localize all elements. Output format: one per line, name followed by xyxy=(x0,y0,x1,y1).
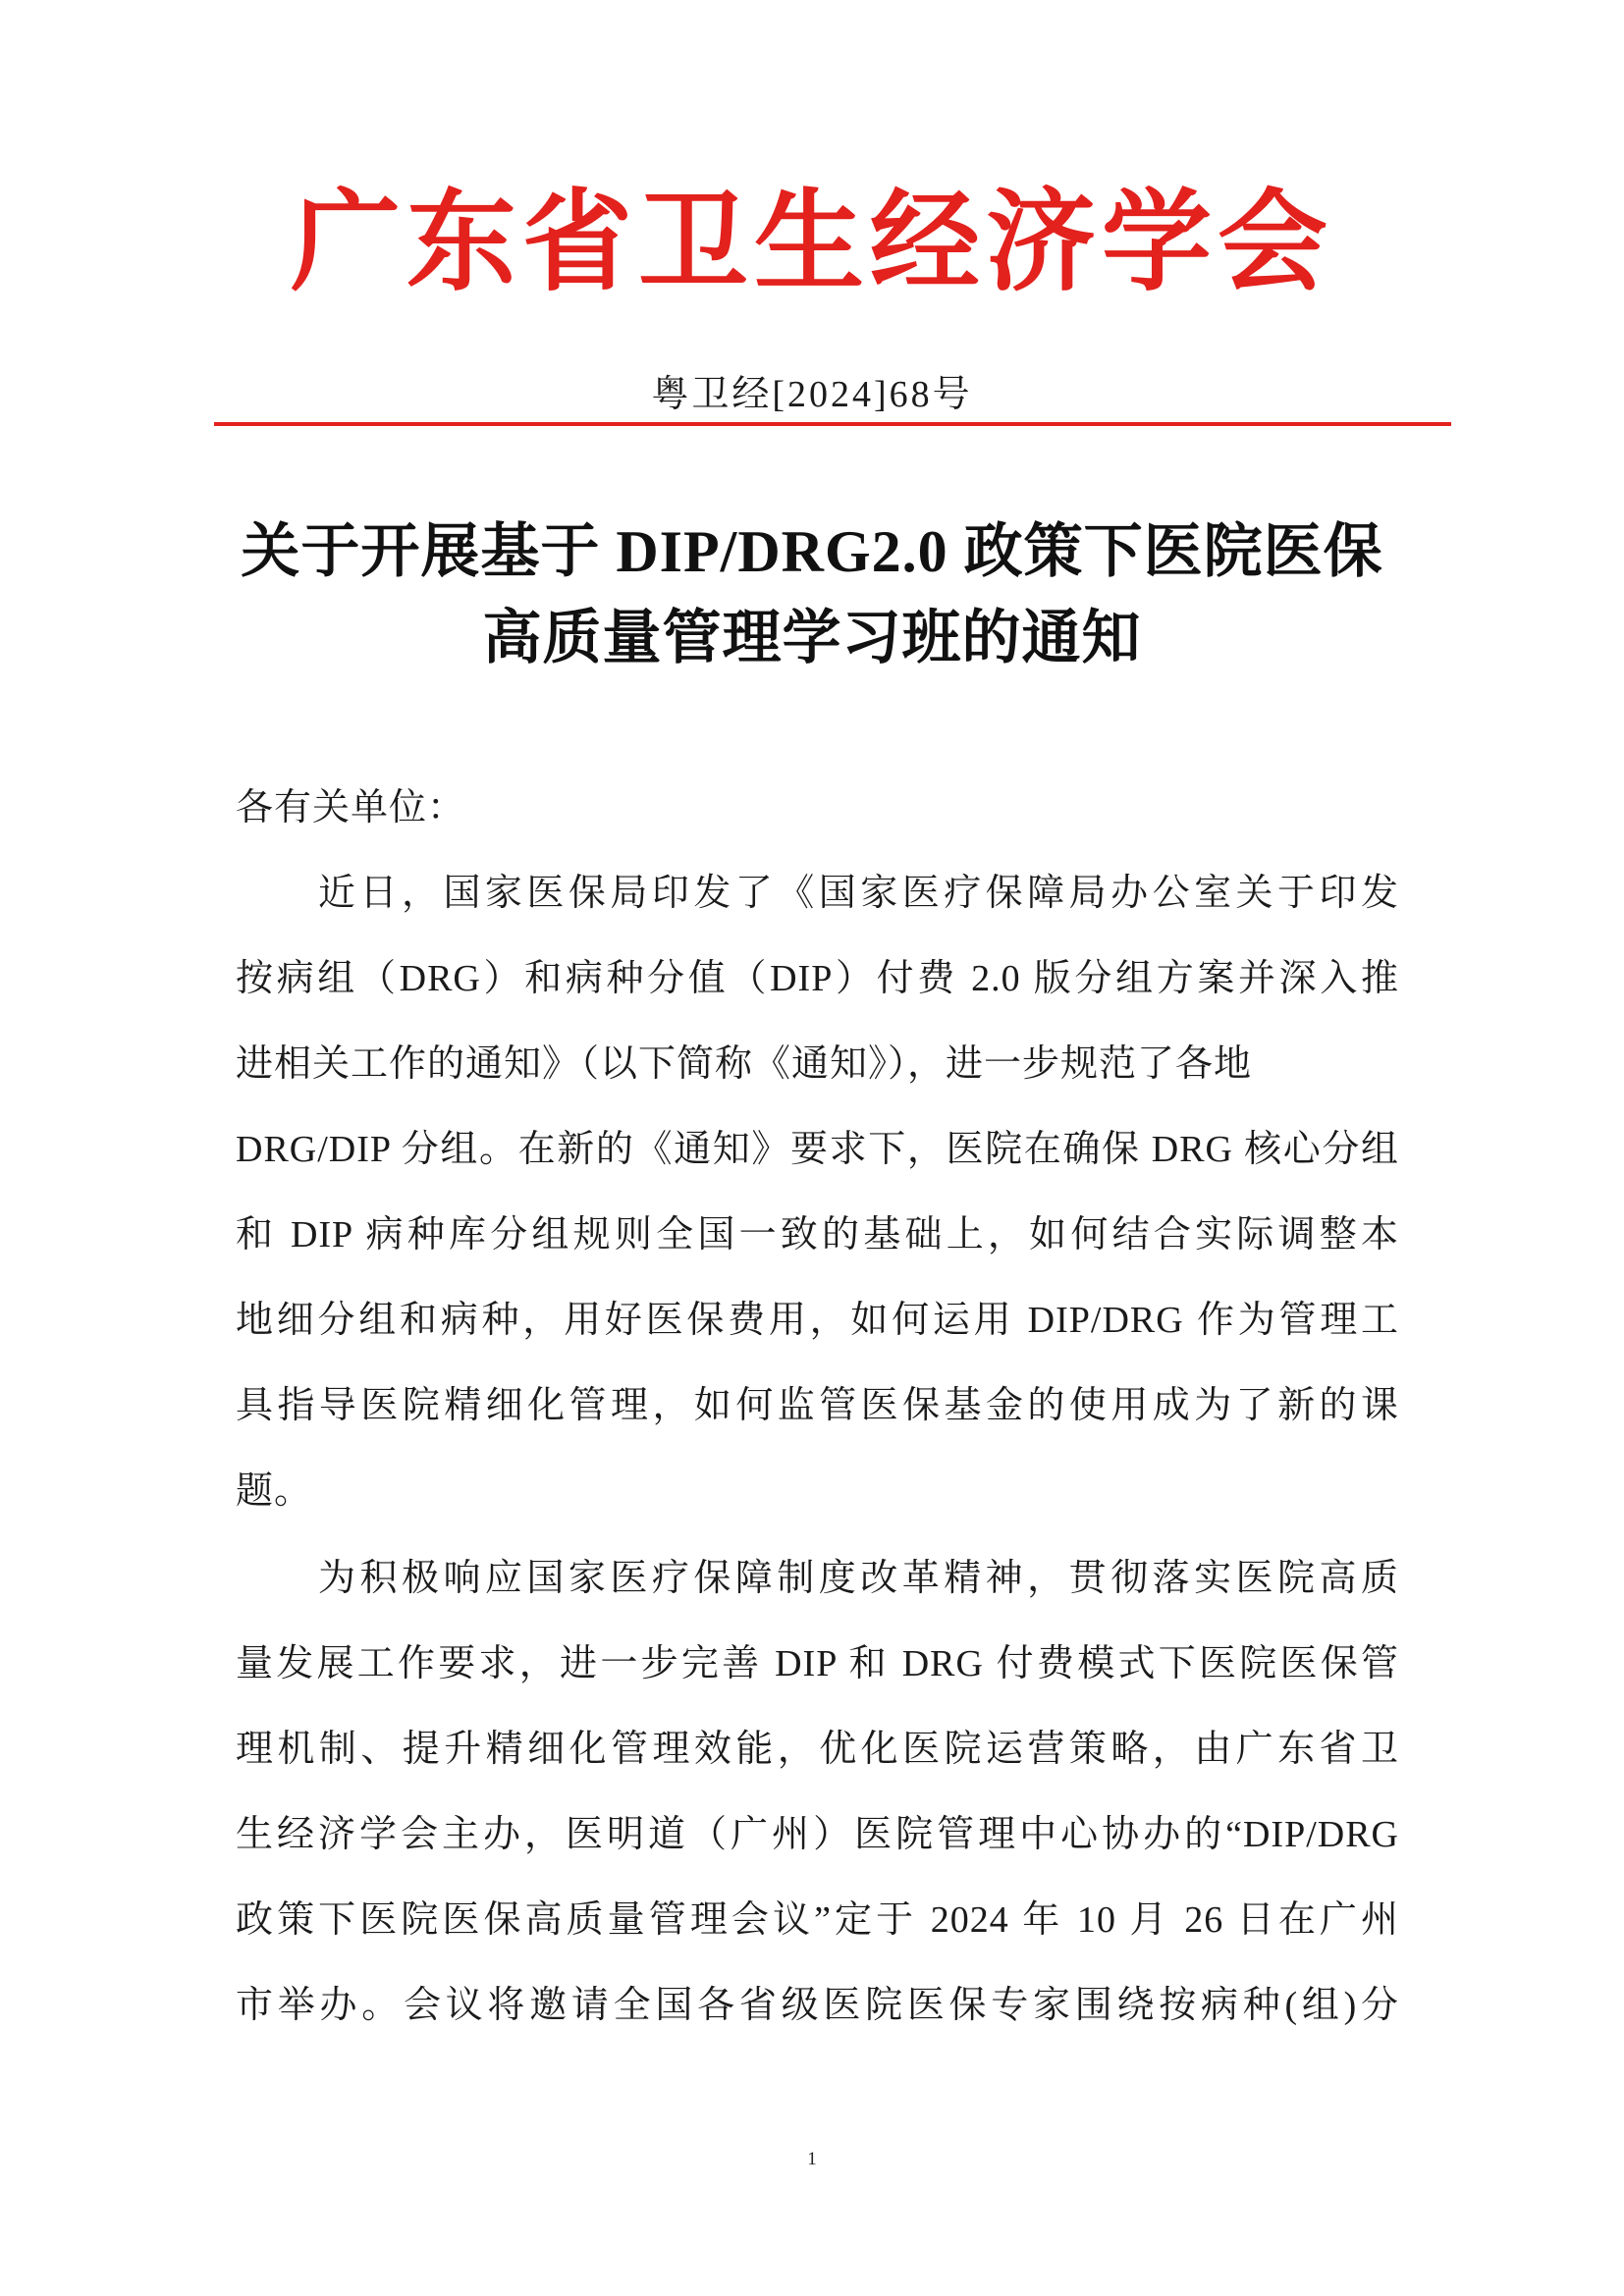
paragraph-line: 市举办。会议将邀请全国各省级医院医保专家围绕按病种(组)分 xyxy=(236,1985,1399,2026)
paragraph-line: 为积极响应国家医疗保障制度改革精神，贯彻落实医院高质 xyxy=(318,1558,1399,1599)
paragraph-line: 量发展工作要求，进一步完善 DIP 和 DRG 付费模式下医院医保管 xyxy=(236,1643,1399,1684)
paragraph-line: 进相关工作的通知》（以下简称《通知》），进一步规范了各地 xyxy=(236,1043,1253,1085)
paragraph-line: DRG/DIP 分组。在新的《通知》要求下，医院在确保 DRG 核心分组 xyxy=(236,1129,1399,1170)
page-number: 1 xyxy=(807,2149,817,2169)
title-line: 高质量管理学习班的通知 xyxy=(482,606,1142,670)
paragraph-line: 生经济学会主办，医明道（广州）医院管理中心协办的“DIP/DRG xyxy=(236,1814,1399,1855)
salutation: 各有关单位： xyxy=(236,787,466,828)
title-line: 关于开展基于 DIP/DRG2.0 政策下医院医保 xyxy=(241,519,1383,584)
org-masthead: 广东省卫生经济学会 xyxy=(291,178,1333,306)
document-number: 粤卫经[2024]68号 xyxy=(651,374,973,415)
paragraph-line: 理机制、提升精细化管理效能，优化医院运营策略，由广东省卫 xyxy=(236,1729,1399,1770)
paragraph-line: 具指导医院精细化管理，如何监管医保基金的使用成为了新的课 xyxy=(236,1385,1399,1426)
paragraph-line: 题。 xyxy=(236,1470,313,1512)
paragraph-line: 按病组（DRG）和病种分值（DIP）付费 2.0 版分组方案并深入推 xyxy=(236,958,1399,999)
masthead-divider xyxy=(214,422,1451,426)
paragraph-line: 和 DIP 病种库分组规则全国一致的基础上，如何结合实际调整本 xyxy=(236,1214,1399,1255)
body-paragraph xyxy=(236,1536,1399,2049)
body-paragraph xyxy=(236,851,1399,1534)
paragraph-line: 政策下医院医保高质量管理会议”定于 2024 年 10 月 26 日在广州 xyxy=(236,1899,1399,1941)
paragraph-line: 地细分组和病种，用好医保费用，如何运用 DIP/DRG 作为管理工 xyxy=(236,1300,1399,1341)
document-title xyxy=(0,508,1624,681)
paragraph-line: 近日，国家医保局印发了《国家医疗保障局办公室关于印发 xyxy=(318,873,1399,914)
document-body xyxy=(236,766,1399,2049)
